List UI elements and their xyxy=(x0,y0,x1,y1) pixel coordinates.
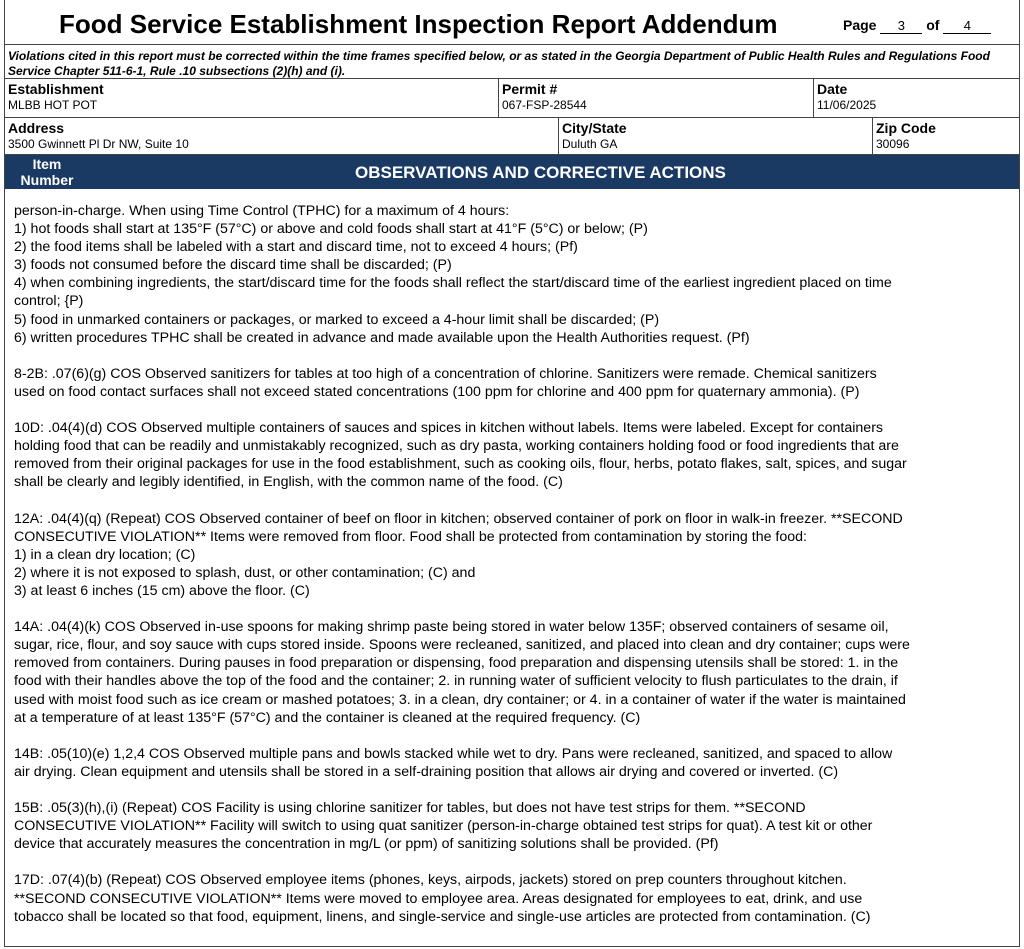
report-header xyxy=(5,0,1019,45)
zip-code-label: Zip Code xyxy=(876,120,936,136)
observation-line: person-in-charge. When using Time Control (TPHC) for a maximum of 4 hours: xyxy=(14,203,510,219)
city-state-cell xyxy=(558,118,872,154)
page-of-label: of xyxy=(926,17,940,33)
observation-line: used with moist food such as ice cream or mashed potatoes; 3. in a clean, dry container; or 4. in a container of water if the water is maintained xyxy=(14,691,906,708)
observation-line: 5) food in unmarked containers or packages, or marked to exceed a 4-hour limit shall be discarded; (P) xyxy=(14,311,660,328)
report-title: Food Service Establishment Inspection Report Addendum xyxy=(59,9,778,39)
observation-paragraph xyxy=(14,745,1009,781)
observation-line: **SECOND CONSECUTIVE VIOLATION** Items were moved to employee area. Areas designated for employees to eat, drink, and use xyxy=(14,890,863,907)
date-cell xyxy=(813,79,1019,117)
zip-code-cell xyxy=(872,118,1019,154)
inspection-report-page xyxy=(4,0,1020,947)
zip-code-value: 30096 xyxy=(876,137,910,151)
permit-cell xyxy=(498,79,813,117)
observation-paragraph xyxy=(14,365,1009,401)
page-total: 4 xyxy=(943,18,991,34)
observation-line: CONSECUTIVE VIOLATION** Items were removed from floor. Food shall be protected from contamination by storing the food: xyxy=(14,528,807,545)
observation-paragraph xyxy=(14,618,1009,727)
item-number-heading xyxy=(5,156,89,188)
observation-line: 8-2B: .07(6)(g) COS Observed sanitizers for tables at too high of a concentration of chlorine. Sanitizers were remade. Chemical sanitizers xyxy=(14,365,877,382)
observation-line: 6) written procedures TPHC shall be created in advance and made available upon the Health Authorities request. (Pf) xyxy=(14,329,750,346)
item-number-line2: Number xyxy=(20,172,74,188)
date-label: Date xyxy=(817,81,848,97)
address-label: Address xyxy=(8,120,65,136)
observation-paragraph xyxy=(14,202,1009,347)
item-number-line1: Item xyxy=(32,156,62,172)
city-state-label: City/State xyxy=(562,120,627,136)
city-state-value: Duluth GA xyxy=(562,137,618,151)
observation-line: shall be clearly and legibly identified, in English, with the common name of the food. (C) xyxy=(14,474,563,491)
permit-label: Permit # xyxy=(502,81,558,97)
observation-line: holding food that can be readily and unmistakably recognized, such as dry pasta, working containers holding food or food ingredients that are xyxy=(14,438,899,455)
observation-paragraph xyxy=(14,419,1009,491)
observation-line: 2) the food items shall be labeled with a start and discard time, not to exceed 4 hours; (Pf) xyxy=(14,239,578,256)
observation-line: food with their handles above the top of the food and the container; 2. in running water of sufficient velocity to flush particulates to the drain, if xyxy=(14,673,898,690)
observation-paragraph xyxy=(14,510,1009,600)
observation-line: removed from their original packages for use in the food establishment, such as cooking oils, flour, herbs, potato flakes, salt, spices, and sugar xyxy=(14,456,907,473)
date-value: 11/06/2025 xyxy=(817,98,877,112)
observation-line: 2) where it is not exposed to splash, dust, or other contamination; (C) and xyxy=(14,564,476,581)
address-cell xyxy=(5,118,558,154)
page-label: Page xyxy=(843,17,877,33)
observation-line: 14A: .04(4)(k) COS Observed in-use spoons for making shrimp paste being stored in water below 135F; observed containers of sesame oil, xyxy=(14,619,889,636)
permit-value: 067-FSP-28544 xyxy=(502,98,587,112)
observation-line: air drying. Clean equipment and utensils shall be stored in a self-draining position that allows air drying and covered or inverted. (C) xyxy=(14,763,839,780)
address-row xyxy=(5,118,1019,155)
establishment-cell xyxy=(5,79,498,117)
observation-line: 3) at least 6 inches (15 cm) above the floor. (C) xyxy=(14,582,310,599)
page-indicator xyxy=(843,17,991,34)
observation-line: used on food contact surfaces shall not exceed stated concentrations (100 ppm for chlorine and 400 ppm for quaternary ammonia). (P) xyxy=(14,383,860,400)
observation-line: at a temperature of at least 135°F (57°C) and the container is cleaned at the required frequency. (C) xyxy=(14,709,641,726)
establishment-value: MLBB HOT POT xyxy=(8,98,98,112)
observation-paragraph xyxy=(14,871,1009,925)
establishment-row xyxy=(5,79,1019,118)
observation-line: 10D: .04(4)(d) COS Observed multiple containers of sauces and spices in kitchen without labels. Items were labeled. Except for containers xyxy=(14,420,884,437)
observations-body xyxy=(5,189,1019,926)
observation-line: 12A: .04(4)(q) (Repeat) COS Observed container of beef on floor in kitchen; observed container of pork on floor in walk-in freezer. **SECOND xyxy=(14,510,903,527)
observation-line: sugar, rice, flour, and soy sauce with cups stored inside. Spoons were recleaned, sanitized, and placed into clean and dry container; cups were xyxy=(14,637,910,654)
observation-line: CONSECUTIVE VIOLATION** Facility will switch to using quat sanitizer (person-in-charge obtained test strips for quat). A test kit or other xyxy=(14,818,873,835)
observations-title: OBSERVATIONS AND CORRECTIVE ACTIONS xyxy=(355,163,726,182)
observation-line: 15B: .05(3)(h),(i) (Repeat) COS Facility is using chlorine sanitizer for tables, but does not have test strips for them. **SECOND xyxy=(14,800,806,817)
observation-line: tobacco shall be located so that food, equipment, linens, and single-service and single-use articles are protected from contamination. (C) xyxy=(14,908,871,925)
observations-header-bar xyxy=(5,155,1019,189)
observation-line: 1) hot foods shall start at 135°F (57°C) or above and cold foods shall start at 41°F (5°C) or below; (P) xyxy=(14,221,648,238)
observation-line: 3) foods not consumed before the discard time shall be discarded; (P) xyxy=(14,257,452,274)
observation-line: removed from containers. During pauses in food preparation or dispensing, food preparation and dispensing utensils shall be stored: 1. in the xyxy=(14,655,899,672)
observation-line: 17D: .07(4)(b) (Repeat) COS Observed employee items (phones, keys, airpods, jackets) stored on prep counters throughout kitchen. xyxy=(14,872,847,889)
page-current: 3 xyxy=(880,18,922,34)
observation-line: control; {P) xyxy=(14,293,84,310)
address-value: 3500 Gwinnett Pl Dr NW, Suite 10 xyxy=(8,137,189,151)
observation-line: 4) when combining ingredients, the start/discard time for the foods shall reflect the start/discard time of the earliest ingredient placed on time xyxy=(14,275,892,292)
observation-line: 1) in a clean dry location; (C) xyxy=(14,546,196,563)
establishment-label: Establishment xyxy=(8,81,104,97)
observation-line: device that accurately measures the concentration in mg/L (or ppm) of sanitizing solutions shall be provided. (Pf) xyxy=(14,836,719,853)
observation-line: 14B: .05(10)(e) 1,2,4 COS Observed multiple pans and bowls stacked while wet to dry. Pans were recleaned, sanitized, and spaced to allow xyxy=(14,745,893,762)
observation-paragraph xyxy=(14,799,1009,853)
violation-notice: Violations cited in this report must be corrected within the time frames specified below, or as stated in the Georgia Department of Public Health Rules and Regulations Food Service Chapter 511-6-1, Rule .10 subsections (2)(h) and (i). xyxy=(5,45,1019,79)
